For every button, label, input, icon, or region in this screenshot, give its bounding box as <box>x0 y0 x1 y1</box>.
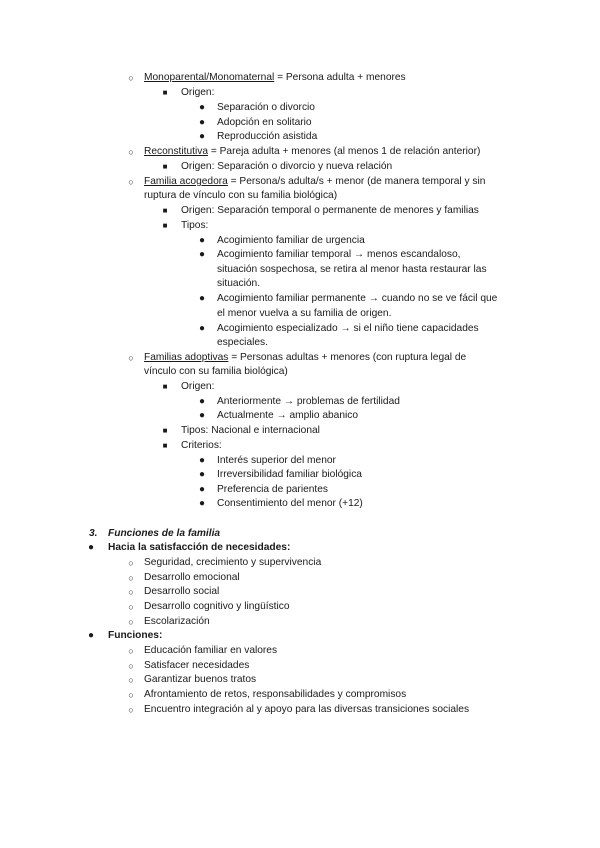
list-item-cont: especiales. <box>217 337 268 348</box>
list-item: Acogimiento familiar temporal → menos escandaloso, <box>217 249 461 260</box>
hollow-bullet-icon: ○ <box>128 587 134 597</box>
adoptivas-criterios-label: Criterios: <box>181 440 222 451</box>
list-item: Acogimiento familiar de urgencia <box>217 235 365 246</box>
filled-bullet-icon: ● <box>198 102 206 113</box>
list-item-cont: situación. <box>217 278 261 289</box>
monoparental-line <box>144 71 406 86</box>
filled-bullet-icon: ● <box>198 293 206 304</box>
reconstitutiva-origen: Origen: Separación o divorcio y nueva relación <box>181 161 393 172</box>
list-item: Irreversibilidad familiar biológica <box>217 469 362 480</box>
filled-bullet-icon: ● <box>198 249 206 260</box>
hollow-bullet-icon: ○ <box>128 73 134 83</box>
list-item-cont: situación sospechosa, se retira al menor hasta restaurar las <box>217 264 487 275</box>
list-item: Separación o divorcio <box>217 102 315 113</box>
filled-bullet-icon: ● <box>198 117 206 128</box>
hollow-bullet-icon: ○ <box>128 646 134 656</box>
filled-bullet-icon: ● <box>198 410 206 421</box>
hollow-bullet-icon: ○ <box>128 353 134 363</box>
square-bullet-icon: ■ <box>162 441 168 450</box>
list-item: Consentimiento del menor (+12) <box>217 498 363 509</box>
hollow-bullet-icon: ○ <box>128 602 134 612</box>
monoparental-def: = Persona adulta + menores <box>274 72 406 83</box>
list-item: Afrontamiento de retos, responsabilidades y compromisos <box>144 689 407 700</box>
hollow-bullet-icon: ○ <box>128 705 134 715</box>
filled-bullet-icon: ● <box>198 455 206 466</box>
hollow-bullet-icon: ○ <box>128 690 134 700</box>
list-item: Acogimiento familiar permanente → cuando no se ve fácil que <box>217 293 498 304</box>
list-item: Anteriormente → problemas de fertilidad <box>217 396 400 407</box>
list-item: Desarrollo cognitivo y lingüístico <box>144 601 290 612</box>
acogedora-line <box>144 175 485 190</box>
acogedora-origen: Origen: Separación temporal o permanente de menores y familias <box>181 205 479 216</box>
list-item: Desarrollo emocional <box>144 572 240 583</box>
filled-bullet-icon: ● <box>198 469 206 480</box>
filled-bullet-icon: ● <box>87 542 95 553</box>
hollow-bullet-icon: ○ <box>128 675 134 685</box>
hollow-bullet-icon: ○ <box>128 617 134 627</box>
list-item: Escolarización <box>144 616 210 627</box>
reconstitutiva-def: = Pareja adulta + menores (al menos 1 de relación anterior) <box>208 146 481 157</box>
necesidades-label: Hacia la satisfacción de necesidades: <box>108 542 291 553</box>
list-item: Encuentro integración al y apoyo para las diversas transiciones sociales <box>144 704 470 715</box>
list-item: Interés superior del menor <box>217 455 336 466</box>
adoptivas-tipos: Tipos: Nacional e internacional <box>181 425 320 436</box>
reconstitutiva-term: Reconstitutiva <box>144 146 208 157</box>
list-item: Educación familiar en valores <box>144 645 278 656</box>
hollow-bullet-icon: ○ <box>128 147 134 157</box>
list-item: Satisfacer necesidades <box>144 660 250 671</box>
filled-bullet-icon: ● <box>198 484 206 495</box>
square-bullet-icon: ■ <box>162 88 168 97</box>
adoptivas-line <box>144 351 466 366</box>
filled-bullet-icon: ● <box>198 235 206 246</box>
list-item: Desarrollo social <box>144 586 220 597</box>
adoptivas-def: = Personas adultas + menores (con ruptura legal de <box>228 352 467 363</box>
list-item: Reproducción asistida <box>217 131 318 142</box>
acogedora-term: Familia acogedora <box>144 176 228 187</box>
list-item: Adopción en solitario <box>217 117 312 128</box>
funciones-label: Funciones: <box>108 630 163 641</box>
section-number: 3. <box>89 528 98 539</box>
list-item: Garantizar buenos tratos <box>144 674 257 685</box>
filled-bullet-icon: ● <box>198 131 206 142</box>
adoptivas-def-cont: vínculo con su familia biológica) <box>144 366 288 377</box>
list-item-cont: el menor vuelva a su familia de origen. <box>217 308 392 319</box>
hollow-bullet-icon: ○ <box>128 558 134 568</box>
list-item: Acogimiento especializado → si el niño tiene capacidades <box>217 323 479 334</box>
adoptivas-term: Familias adoptivas <box>144 352 229 363</box>
list-item: Preferencia de parientes <box>217 484 328 495</box>
square-bullet-icon: ■ <box>162 162 168 171</box>
square-bullet-icon: ■ <box>162 426 168 435</box>
square-bullet-icon: ■ <box>162 382 168 391</box>
acogedora-def: = Persona/s adulta/s + menor (de manera temporal y sin <box>227 176 486 187</box>
section-heading: Funciones de la familia <box>108 528 221 539</box>
square-bullet-icon: ■ <box>162 206 168 215</box>
square-bullet-icon: ■ <box>162 221 168 230</box>
acogedora-def-cont: ruptura de vínculo con su familia biológica) <box>144 190 338 201</box>
filled-bullet-icon: ● <box>87 630 95 641</box>
filled-bullet-icon: ● <box>198 498 206 509</box>
reconstitutiva-line <box>144 145 480 160</box>
adoptivas-origen-label: Origen: <box>181 381 215 392</box>
monoparental-origen-label: Origen: <box>181 87 215 98</box>
hollow-bullet-icon: ○ <box>128 573 134 583</box>
list-item: Seguridad, crecimiento y supervivencia <box>144 557 322 568</box>
acogedora-tipos-label: Tipos: <box>181 220 209 231</box>
filled-bullet-icon: ● <box>198 323 206 334</box>
monoparental-term: Monoparental/Monomaternal <box>144 72 275 83</box>
filled-bullet-icon: ● <box>198 396 206 407</box>
hollow-bullet-icon: ○ <box>128 177 134 187</box>
list-item: Actualmente → amplio abanico <box>217 410 359 421</box>
hollow-bullet-icon: ○ <box>128 661 134 671</box>
